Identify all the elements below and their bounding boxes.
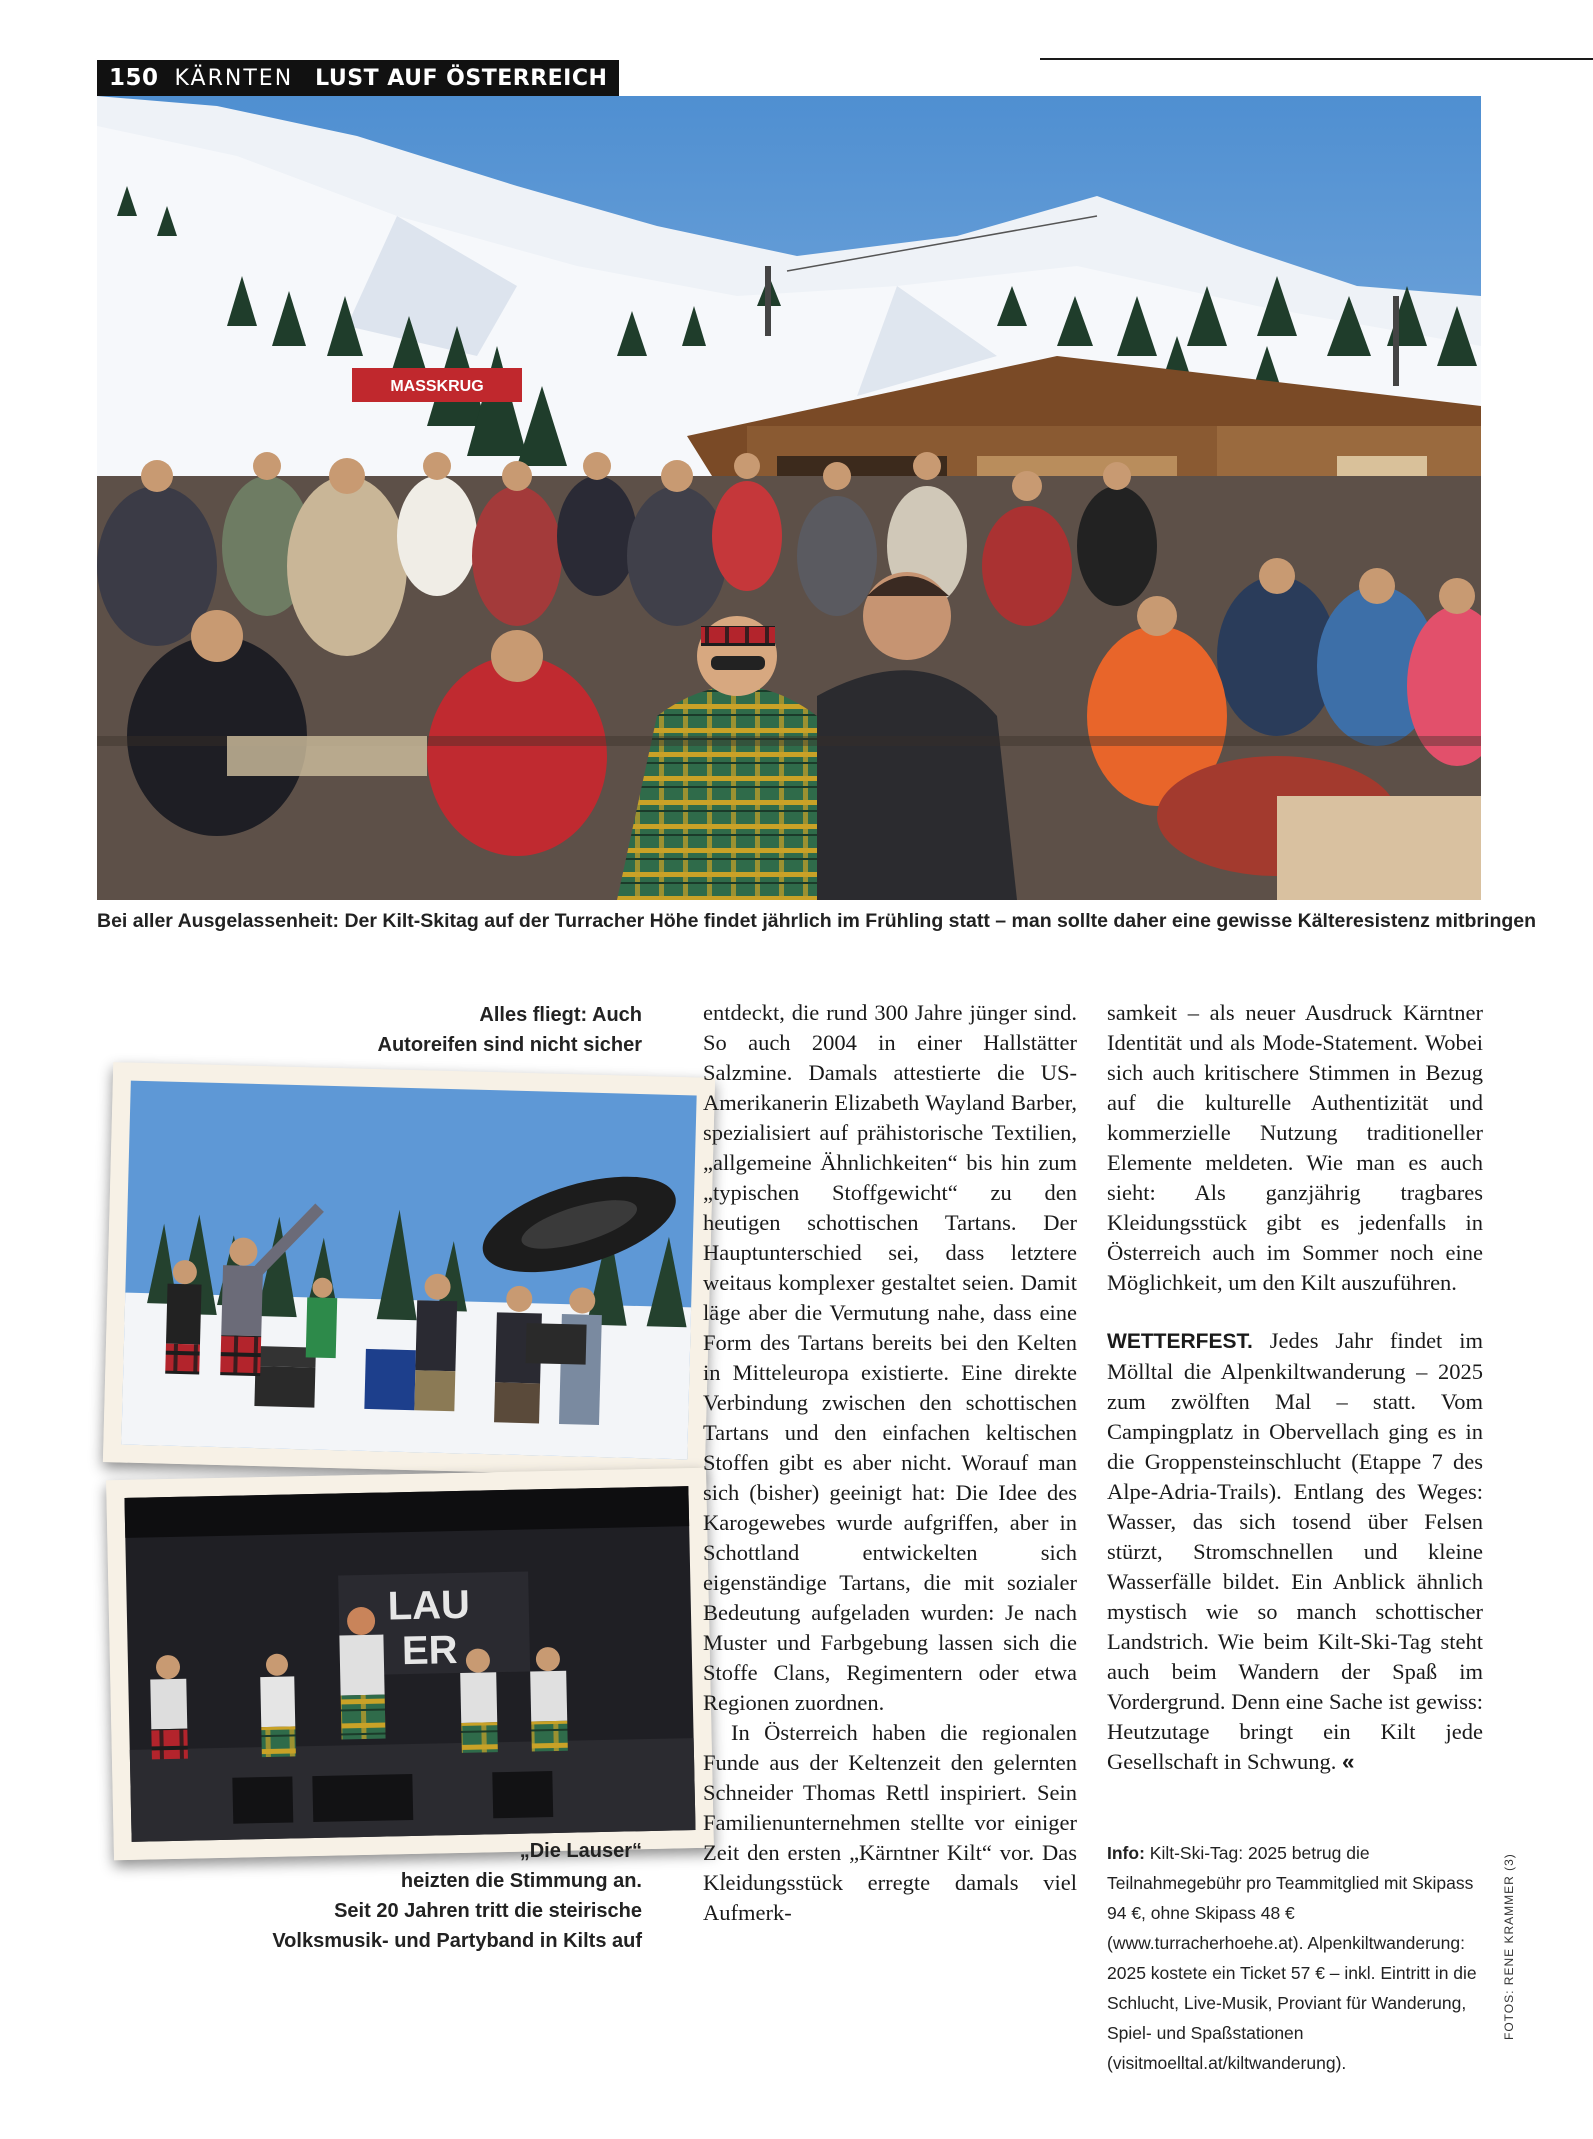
article-text: Jedes Jahr findet im Mölltal die Alpenkiltwanderung – 2025 zum zwölften Mal – statt. Vom Campingplatz in Obervellach ging es in die Groppensteinschlucht (Etappe 7 des Alpe-Adria-Trails). Entlang des Weges: Wasser, das sich tosend über Felsen stürzt, Stromschnellen und kleine Wasserfälle bildet. Ein Anblick ähnlich mystisch wie so manch schottischer Landstrich. Wie beim Kilt-Ski-Tag steht auch beim Wandern der Spaß im Vordergrund. Denn eine Sache ist gewiss: Heutzutage bringt ein Kilt jede Gesellschaft in Schwung.: [1107, 1328, 1483, 1774]
band-caption-line: Volksmusik- und Partyband in Kilts auf: [272, 1930, 642, 1952]
info-box: [1107, 1838, 1487, 2078]
band-caption-line: heizten die Stimmung an.: [400, 1870, 642, 1892]
article-paragraph: In Österreich haben die regionalen Funde aus der Keltenzeit den gelernten Schneider Thomas Rettl inspiriert. Sein Familienunternehmen stellte vor einiger Zeit den ersten „Kärntner Kilt“ vor. Das Kleidungsstück erregte damals viel Aufmerk-: [703, 1720, 1077, 1925]
hero-banner-text: MASSKRUG: [390, 378, 484, 395]
stage-screen-text-2: ER: [401, 1628, 458, 1674]
hero-caption: Bei aller Ausgelassenheit: Der Kilt-Skitag auf der Turracher Höhe findet jährlich im Frühling statt – man sollte daher eine gewisse Kälteresistenz mitbringen: [97, 910, 1537, 932]
tire-caption-line: Alles fliegt: Auch: [479, 1004, 642, 1026]
stage-screen-text-1: LAU: [387, 1582, 471, 1629]
section-name: KÄRNTEN: [174, 65, 294, 91]
hero-photo-illustration: [97, 96, 1481, 900]
section-title: LUST AUF ÖSTERREICH: [315, 65, 608, 91]
photo-credit: FOTOS: RENE KRAMMER (3): [1502, 1853, 1516, 2040]
article-paragraph: samkeit – als neuer Ausdruck Kärntner Identität und als Mode-Statement. Wobei sich auch kritischere Stimmen in Bezug auf die kulturelle Authentizität und kommerzielle Nutzung traditioneller Elemente meldeten. Wie man es auch sieht: Als ganzjährig tragbares Kleidungsstück gibt es jedenfalls in Österreich auch im Sommer noch eine Möglichkeit, um den Kilt auszuführen.: [1107, 1000, 1483, 1295]
tire-caption: [300, 1000, 642, 1060]
end-mark: «: [1341, 1749, 1355, 1774]
article-paragraph: entdeckt, die rund 300 Jahre jünger sind. So auch 2004 in einer Hallstätter Salzmine. Damals attestierte die US-Amerikanerin Elizabeth Wayland Barber, spezialisiert auf prähistorische Textilien, „allgemeine Ähnlichkeiten“ bis hin zum „typischen Stoffgewicht“ zu den heutigen schottischen Tartans. Der Hauptunterschied sei, dass letztere weitaus komplexer gestaltet seien. Damit läge aber die Vermutung nahe, dass eine Form des Tartans bereits bei den Kelten in Mitteleuropa existierte. Eine direkte Verbindung zwischen den schottischen Tartans und den einfachen keltischen Stoffen gibt es aber nicht. Worauf man sich (bisher) geeinigt hat: Die Idee des Karogewebes wurde aufgriffen, aber in Schottland entwickelten sich eigenständige Tartans, die mit sozialer Bedeutung aufgeladen wurden: Je nach Muster und Farbgebung lassen sich die Stoffe Clans, Regimentern oder etwa Regionen zuordnen.: [703, 1000, 1077, 1715]
photo-band-stage: [106, 1468, 714, 1860]
band-caption-line: „Die Lauser“: [519, 1840, 642, 1862]
band-caption: [230, 1836, 642, 1956]
stage-photo-illustration: [106, 1468, 714, 1860]
article-column-2: [1107, 998, 1483, 1777]
article-paragraph-wetterfest: [1107, 1326, 1483, 1777]
tire-caption-line: Autoreifen sind nicht sicher: [377, 1034, 642, 1056]
subhead-wetterfest: WETTERFEST.: [1107, 1330, 1253, 1353]
article-column-1: [703, 998, 1077, 1928]
tire-photo-illustration: [103, 1062, 715, 1478]
page-number: 150: [109, 65, 159, 91]
info-text: Kilt-Ski-Tag: 2025 betrug die Teilnahmegebühr pro Teammitglied mit Skipass 94 €, ohne Skipass 48 € (www.turracherhoehe.at). Alpenkiltwanderung: 2025 kostete ein Ticket 57 € – inkl. Eintritt in die Schlucht, Live-Musik, Proviant für Wanderung, Spiel- und Spaßstationen (visitmoelltal.at/kiltwanderung).: [1107, 1843, 1477, 2073]
section-header: [97, 60, 619, 96]
info-label: Info:: [1107, 1843, 1145, 1863]
hero-photo-ski-party: [97, 96, 1481, 900]
header-rule: [1040, 58, 1593, 60]
photo-flying-tire: [103, 1062, 715, 1478]
band-caption-line: Seit 20 Jahren tritt die steirische: [334, 1900, 642, 1922]
